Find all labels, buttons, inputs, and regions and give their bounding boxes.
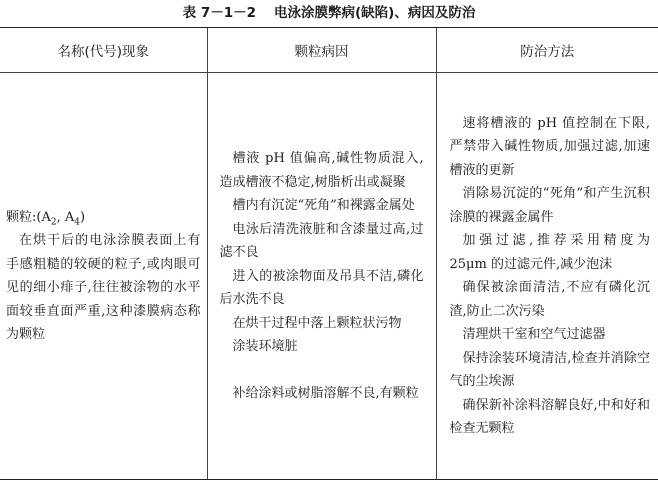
header-row xyxy=(0,28,658,73)
cause-item: 进入的被涂物面及吊具不洁,磷化后水洗不良 xyxy=(219,268,424,307)
table-caption xyxy=(0,4,658,22)
method-item: 确保新补涂料溶解良好,中和好和检查无颗粒 xyxy=(449,397,650,436)
method-cell xyxy=(436,73,658,480)
name-cell xyxy=(0,73,207,480)
header-method: 防治方法 xyxy=(436,28,658,73)
defect-table xyxy=(0,27,658,480)
defect-name: 颗粒$:(A_2$, $A_4$) xyxy=(6,209,86,228)
method-item: 确保被涂面清洁,不应有磷化沉渣,防止二次污染 xyxy=(449,280,650,319)
table-number: 表 7－1－2 xyxy=(182,5,257,21)
method-item: 速将槽液的 pH 值控制在下限,严禁带入碱性物质,加强过滤,加速槽液的更新 xyxy=(449,115,650,178)
cause-item: 涂装环境脏 xyxy=(232,339,298,354)
cause-item: 槽内有沉淀“死角”和裸露金属处 xyxy=(232,198,415,213)
header-name: 名称(代号)现象 xyxy=(0,28,207,73)
method-item: 加强过滤,推荐采用精度为 25μm 的过滤元件,减少泡沫 xyxy=(449,233,650,272)
table-title: 电泳涂膜弊病(缺陷)、病因及防治 xyxy=(274,5,476,21)
method-item: 消除易沉淀的“死角”和产生沉积涂膜的裸露金属件 xyxy=(449,186,650,225)
cause-item: 在烘干过程中落上颗粒状污物 xyxy=(232,315,402,331)
method-item: 保持涂装环境清洁,检查并消除空气的尘埃源 xyxy=(449,350,650,389)
table-row xyxy=(0,73,658,480)
cause-item: 补给涂料或树脂溶解不良,有颗粒 xyxy=(232,385,419,401)
cause-cell xyxy=(207,73,436,480)
cause-item: 电泳后清洗液脏和含漆量过高,过滤不良 xyxy=(219,221,424,260)
header-cause: 颗粒病因 xyxy=(207,28,436,73)
method-item: 清理烘干室和空气过滤器 xyxy=(462,327,606,342)
defect-description: 在烘干后的电泳涂膜表面上有手感粗糙的较硬的粒子,或肉眼可见的细小痱子,往往被涂物的水平面较垂直面严重,这种漆膜病态称为颗粒 xyxy=(6,233,201,342)
cause-item: 槽液 pH 值偏高,碱性物质混入,造成槽液不稳定,树脂析出或凝聚 xyxy=(219,151,424,190)
